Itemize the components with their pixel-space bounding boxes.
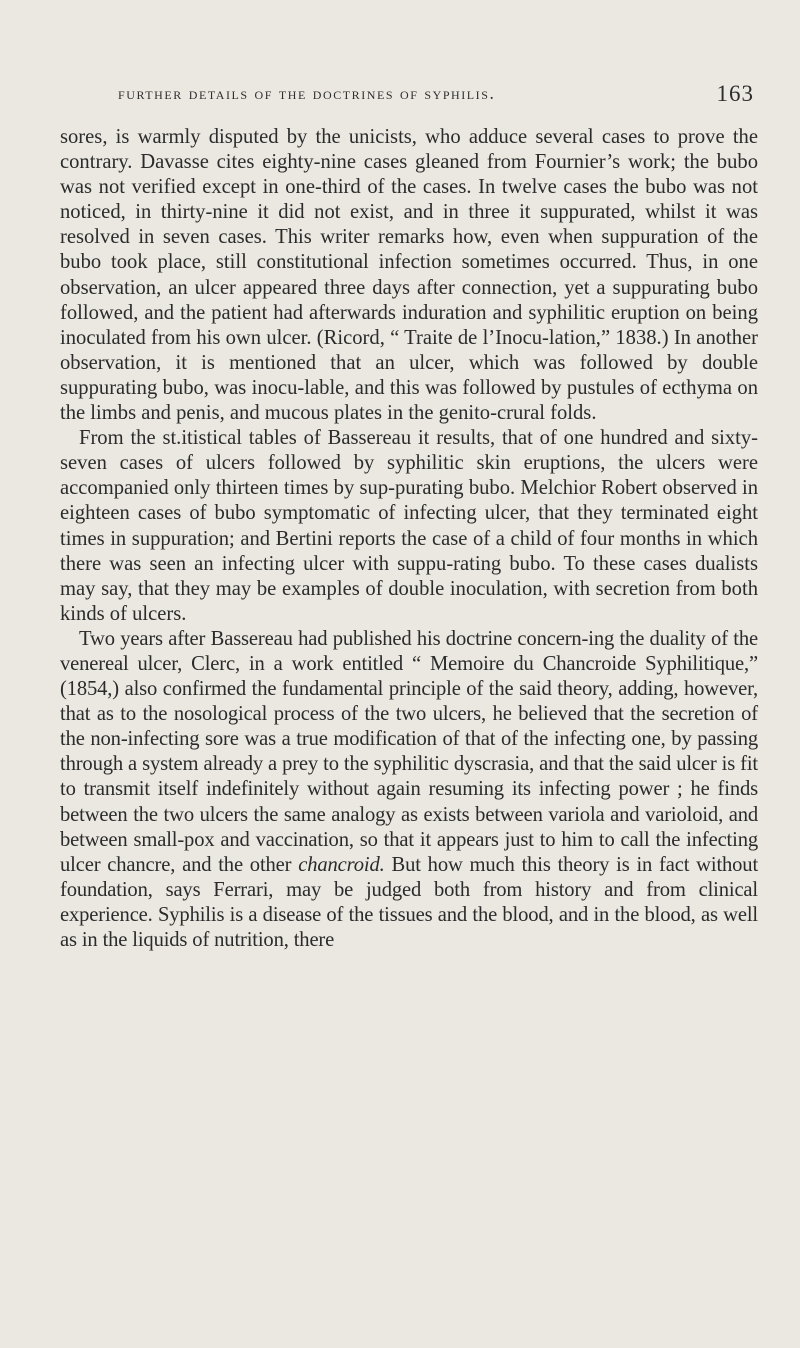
paragraph-1: sores, is warmly disputed by the unicists, who adduce several cases to prove the contrary. Davasse cites eighty-nine cases gleaned from Fournier’s work; the bubo was not verified except in one-third of the cases. In twelve cases the bubo was not noticed, in thirty-nine it did not exist, and in three it suppurated, whilst it was resolved in seven cases. This writer remarks how, even when suppuration of the bubo took place, still constitutional infection sometimes occurred. Thus, in one observation, an ulcer appeared three days after connection, yet a suppurating bubo followed, and the patient had afterwards induration and syphilitic eruption on being inoculated from his own ulcer. (Ricord, “ Traite de l’Inocu-lation,” 1838.) In another observation, it is mentioned that an ulcer, which was followed by double suppurating bubo, was inocu-lable, and this was followed by pustules of ecthyma on the limbs and penis, and mucous plates in the genito-crural folds.	[60, 126, 758, 425]
italic-term-chancroid: chancroid.	[298, 853, 385, 876]
body-text	[60, 125, 758, 953]
paragraph-3-text-b: But how much this theory is in fact without foundation, says Ferrari, may be judged both from history and from clinical experience. Syphilis is a disease of the tissues and the blood, and in the blood, as well as in the liquids of nutrition, there	[60, 853, 759, 951]
running-title: further details of the doctrines of syphilis.	[118, 83, 496, 103]
page-header	[118, 83, 754, 115]
paragraph-3	[60, 627, 758, 953]
paragraph-3-text-a: Two years after Bassereau had published his doctrine concern-ing the duality of the venereal ulcer, Clerc, in a work entitled “ Memoire du Chancroide Syphilitique,” (1854,) also confirmed the fundamental principle of the said theory, adding, however, that as to the nosological process of the two ulcers, he believed that the secretion of the non-infecting sore was a true modification of that of the infecting one, by passing through a system already a prey to the syphilitic dyscrasia, and that the said ulcer is fit to transmit itself indefinitely without again resuming its infecting power ; he finds between the two ulcers the same analogy as exists between variola and varioloid, and between small-pox and vaccination, so that it appears just to him to call the infecting ulcer chancre, and the other	[60, 627, 758, 876]
paragraph-2: From the st.itistical tables of Bassereau it results, that of one hundred and sixty-seven cases of ulcers followed by syphilitic skin eruptions, the ulcers were accompanied only thirteen times by sup-purating bubo. Melchior Robert observed in eighteen cases of bubo symptomatic of infecting ulcer, that they terminated eight times in suppuration; and Bertini reports the case of a child of four months in which there was seen an infecting ulcer with suppu-rating bubo. To these cases dualists may say, that they may be examples of double inoculation, with secretion from both kinds of ulcers.	[60, 427, 758, 625]
page-number: 163	[716, 81, 754, 106]
